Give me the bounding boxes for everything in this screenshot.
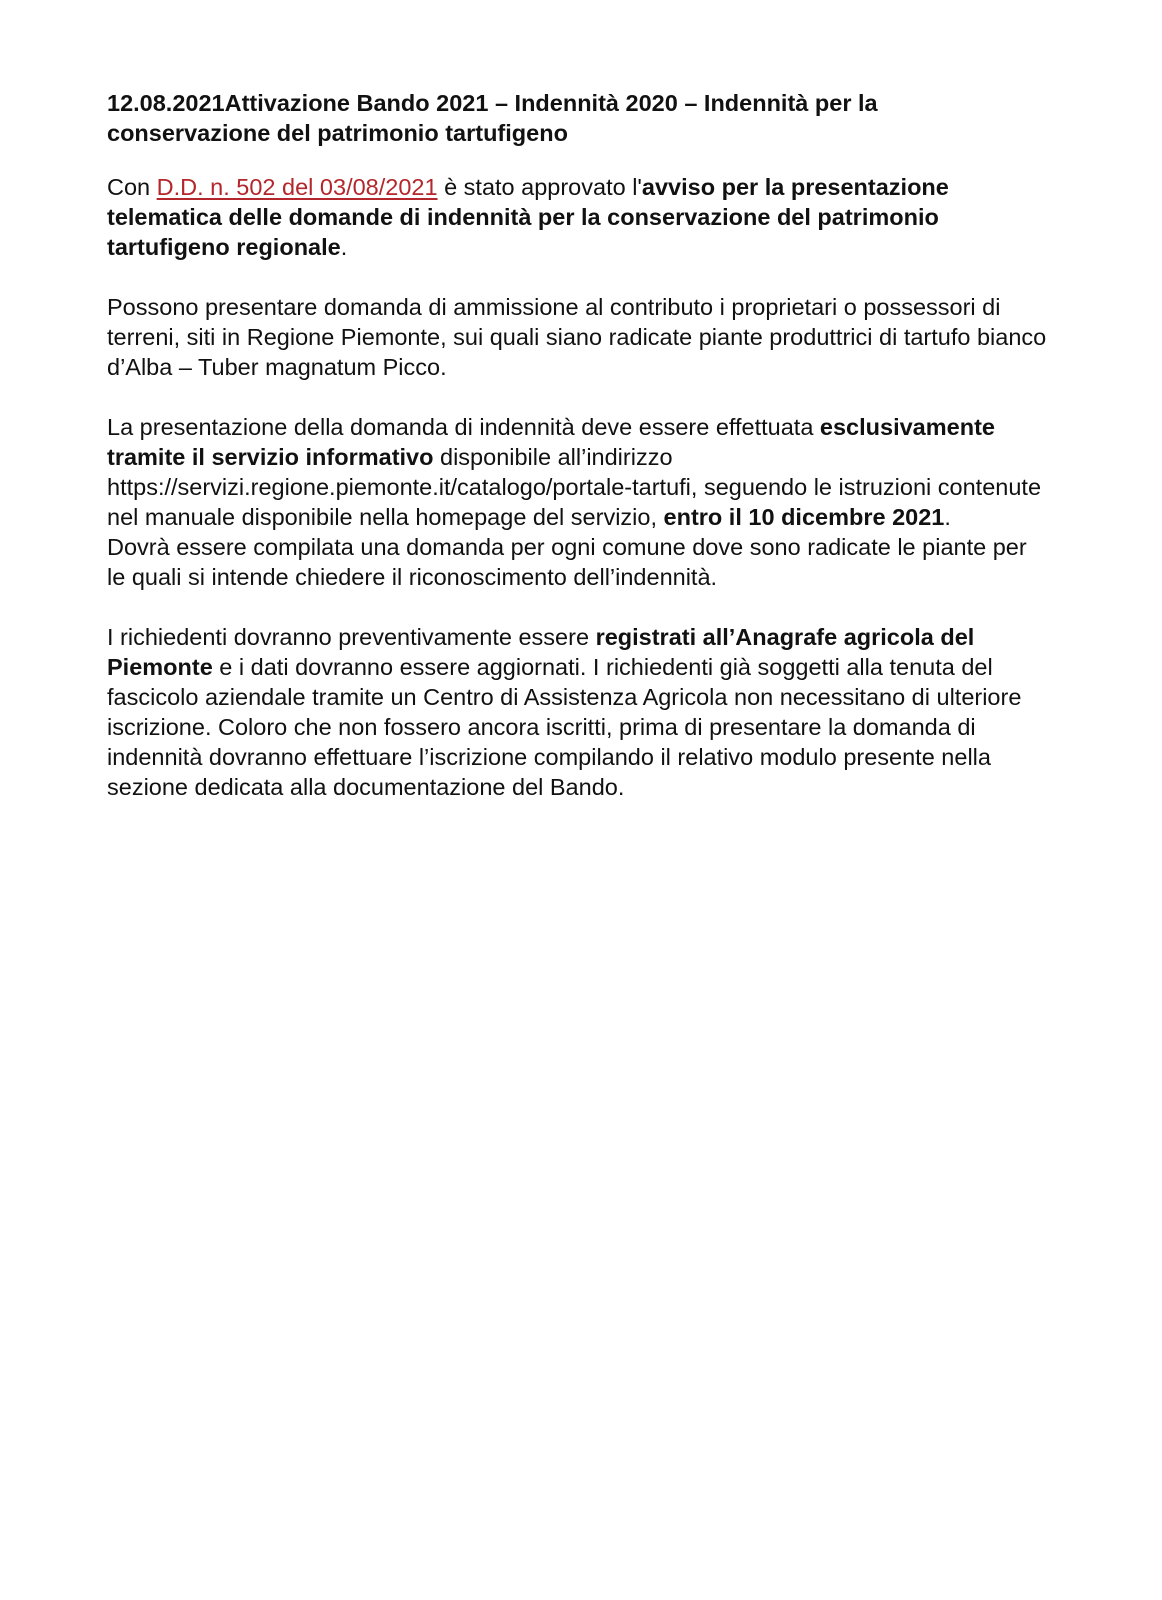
p5-text-1: I richiedenti dovranno preventivamente essere xyxy=(107,624,596,650)
p1-text-3: . xyxy=(340,234,348,260)
paragraph-registration xyxy=(107,622,1047,802)
p1-bold: avviso per la presentazione telematica delle domande di indennità per la conservazione del patrimonio tartufigeno regionale xyxy=(107,174,949,260)
p5-bold: registrati all’Anagrafe agricola del Piemonte xyxy=(107,624,975,680)
p5-text-2: e i dati dovranno essere aggiornati. I richiedenti già soggetti alla tenuta del fascicolo aziendale tramite un Centro di Assistenza Agricola non necessitano di ulteriore iscrizione. Coloro che non fossero ancora iscritti, prima di presentare la domanda di indennità dovranno effettuare l’iscrizione compilando il relativo modulo presente nella sezione dedicata alla documentazione del Bando. xyxy=(107,654,1022,800)
decree-link[interactable]: D.D. n. 502 del 03/08/2021 xyxy=(156,174,438,200)
p1-text-2: è stato approvato l' xyxy=(437,174,642,200)
title-text: Attivazione Bando 2021 – Indennità 2020 – Indennità per la conservazione del patrimonio tartufigeno xyxy=(107,90,878,146)
title-date: 12.08.2021 xyxy=(107,90,225,116)
p3-bold-2: entro il 10 dicembre 2021 xyxy=(663,504,945,530)
p1-text-1: Con xyxy=(107,174,157,200)
p3-text-3: . xyxy=(944,504,951,530)
paragraph-one-per-comune: Dovrà essere compilata una domanda per ogni comune dove sono radicate le piante per le quali si intende chiedere il riconoscimento dell’indennità. xyxy=(107,534,1027,590)
p3-bold-1: esclusivamente tramite il servizio informativo xyxy=(107,414,995,470)
paragraph-eligibility: Possono presentare domanda di ammissione al contributo i proprietari o possessori di terreni, siti in Regione Piemonte, sui quali siano radicate piante produttrici di tartufo bianco d’Alba – Tuber magnatum Picco. xyxy=(107,294,1047,380)
p3-text-1: La presentazione della domanda di indennità deve essere effettuata xyxy=(107,414,820,440)
page-title xyxy=(107,88,1047,148)
paragraph-submission xyxy=(107,412,1047,532)
paragraph-approval xyxy=(107,172,1047,262)
document-page xyxy=(107,88,1047,802)
p3-text-2: disponibile all’indirizzo https://servizi.regione.piemonte.it/catalogo/portale-tartufi, seguendo le istruzioni contenute nel manuale disponibile nella homepage del servizio, xyxy=(107,444,1042,530)
